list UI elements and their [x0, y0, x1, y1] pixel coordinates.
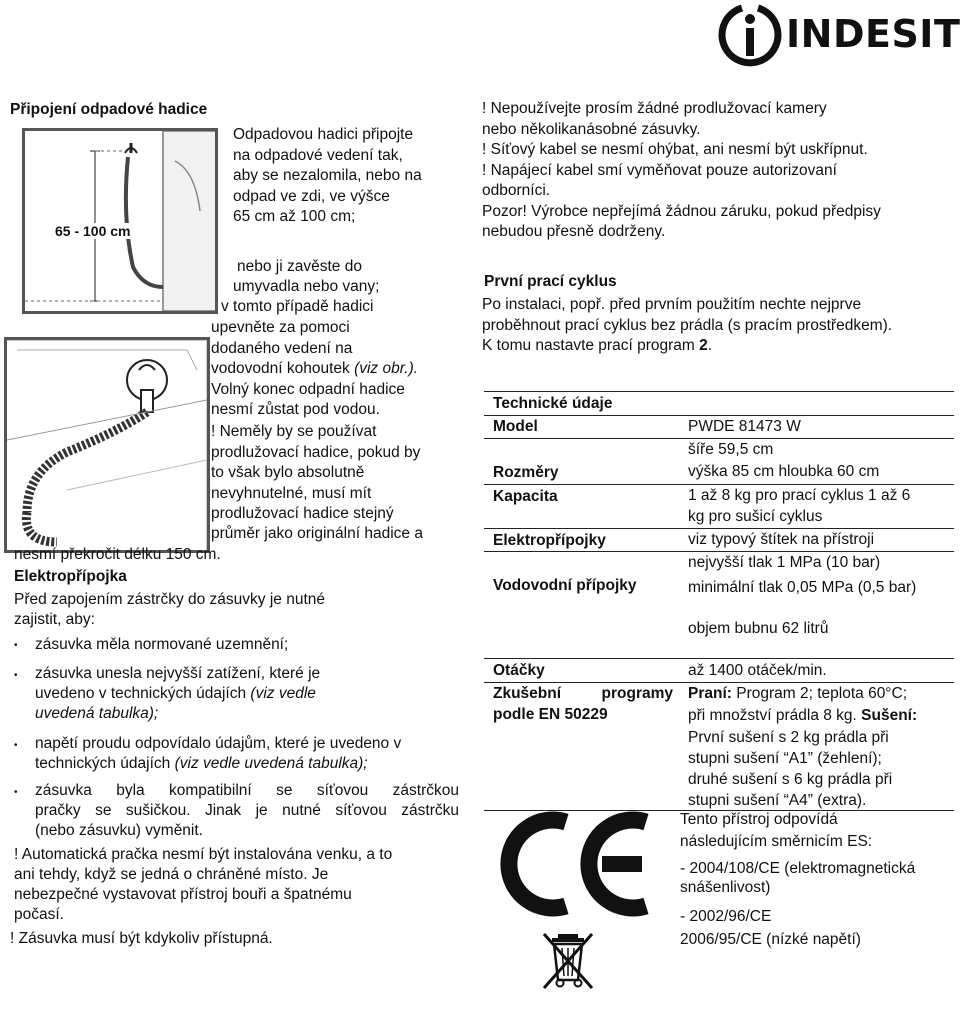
text-line: nebo několikanásobné zásuvky. [482, 120, 701, 138]
text-line: následujícím směrnicím ES: [680, 833, 873, 850]
bullet-text [35, 684, 316, 705]
crossed-bin-icon [540, 930, 596, 990]
text-line: Po instalaci, popř. před prvním použitím nechte nejprve [482, 296, 862, 313]
first-cycle-text [482, 295, 892, 357]
text-line: ani tehdy, když se jedná o chráněné místo. Je [14, 866, 329, 883]
row-value-test-programs [688, 683, 907, 705]
section-title-first-cycle: První prací cyklus [484, 273, 617, 290]
text-line: zajistit, aby: [14, 611, 95, 628]
text-line: ! Napájecí kabel smí vyměňovat pouze autorizovaní [482, 161, 837, 179]
text-line: nebo ji zavěste do [237, 258, 362, 275]
text-span: uvedeno v technických údajích [35, 685, 247, 702]
italic-fragment: (viz vedle [250, 685, 316, 702]
row-value-electrical: viz typový štítek na přístroji [688, 531, 875, 548]
row-label-water: Vodovodní přípojky [493, 577, 637, 594]
text-span: při množství prádla 8 kg. [688, 707, 857, 724]
table-title: Technické údaje [493, 395, 613, 412]
bullet-icon: • [14, 787, 18, 798]
italic-fragment: uvedená tabulka); [35, 705, 159, 722]
row-label-test-programs: podle EN 50229 [493, 706, 608, 723]
text-span: technických údajích [35, 755, 171, 772]
row-label-test-programs: Zkušební programy [493, 685, 673, 702]
text-line: ! Automatická pračka nesmí být instalována venku, a to [14, 846, 393, 863]
bullet-icon: • [14, 740, 18, 751]
row-value-water: nejvyšší tlak 1 MPa (10 bar) [688, 554, 881, 571]
text-line: umyvadla nebo vany; [233, 278, 380, 295]
row-value-capacity: 1 až 8 kg pro prací cyklus 1 až 6 [688, 487, 911, 504]
bullet-text [35, 754, 368, 775]
indesit-logo [718, 2, 960, 68]
text-line: na odpadové vedení tak, [233, 146, 403, 164]
bullet-text: (nebo zásuvku) vyměnit. [35, 822, 203, 839]
row-label-spin: Otáčky [493, 662, 545, 679]
text-line: nebezpečné vystavovat přístroj bouři a špatnému [14, 886, 352, 903]
brand-name: INDESIT [786, 12, 960, 56]
row-value-model: PWDE 81473 W [688, 418, 801, 435]
hose-sink-figure [4, 337, 210, 553]
text-line: ! Nepoužívejte prosím žádné prodlužovací kamery [482, 100, 827, 117]
text-line: 65 cm až 100 cm; [233, 208, 356, 225]
drain-intro-text [233, 125, 422, 228]
text-line: prodlužovací hadice stejný [211, 505, 394, 522]
warnings-block [482, 99, 881, 243]
row-label-dimensions: Rozměry [493, 464, 559, 481]
text-line: Odpadovou hadici připojte [233, 126, 414, 143]
text-line: odpad ve zdi, ve výšce [233, 187, 390, 205]
text-line: ! Neměly by se používat [211, 423, 377, 440]
bullet-text: zásuvka unesla nejvyšší zatížení, které je [35, 665, 321, 682]
bullet-icon: • [14, 670, 18, 681]
text-line: nevyhnutelné, musí mít [211, 485, 372, 502]
text-line: Před zapojením zástrčky do zásuvky je nutné [14, 591, 326, 608]
dry-label: Sušení: [861, 707, 918, 724]
text-line: odborníci. [482, 182, 551, 199]
figure-reference: (viz obr.). [354, 360, 419, 377]
text-line: to však bylo absolutně [211, 464, 365, 481]
indesit-logo-mark [718, 2, 782, 68]
text-line: počasí. [14, 906, 64, 923]
text-line: ! Zásuvka musí být kdykoliv přístupná. [10, 930, 273, 947]
directive-text: snášenlivost) [680, 879, 771, 896]
row-value-test-programs: stupni sušení “A1” (žehlení); [688, 750, 882, 767]
text-span: K tomu nastavte prací program [482, 337, 695, 354]
text-line: Pozor! Výrobce nepřejímá žádnou záruku, pokud předpisy [482, 202, 881, 220]
directive-text: 2006/95/CE (nízké napětí) [680, 931, 861, 948]
bullet-text: napětí proudu odpovídalo údajům, které je uvedeno v [35, 735, 402, 752]
text-line [211, 359, 418, 380]
ce-mark-icon [496, 808, 666, 920]
text-line: průměr jako originální hadice a [211, 525, 423, 542]
bullet-text: pračky se sušičkou. Jinak je nutné síťovou zástrčku [35, 802, 459, 819]
row-value-water: minimální tlak 0,05 MPa (0,5 bar) [688, 579, 917, 596]
text-line: nesmí překročit délku 150 cm. [14, 546, 221, 563]
text-line: nesmí zůstat pod vodou. [211, 401, 380, 418]
text-line: K tomu nastavte prací program 2. [482, 337, 713, 354]
row-value-water: objem bubnu 62 litrů [688, 620, 829, 637]
bullet-text: zásuvka měla normované uzemnění; [35, 636, 289, 653]
text-line: proběhnout prací cyklus bez prádla (s pracím prostředkem). [482, 316, 893, 334]
text-line: prodlužovací hadice, pokud by [211, 444, 421, 461]
row-label-capacity: Kapacita [493, 488, 558, 505]
wash-label: Praní: [688, 685, 732, 702]
section-title-electrical: Elektropřípojka [14, 568, 127, 585]
bullet-icon: • [14, 640, 18, 651]
text-span: Program 2; teplota 60°C; [736, 685, 908, 702]
text-line: aby se nezalomila, nebo na [233, 167, 422, 184]
text-line: nebudou přesně dodrženy. [482, 223, 666, 240]
row-value-capacity: kg pro sušicí cyklus [688, 508, 823, 525]
figure-height-label: 65 - 100 cm [55, 223, 131, 239]
bullet-text: zásuvka byla kompatibilní se síťovou zástrčkou [35, 782, 459, 799]
text-span: vodovodní kohoutek [211, 360, 350, 377]
table-rule [484, 658, 954, 659]
directive-text: - 2002/96/CE [680, 908, 772, 925]
table-rule [484, 391, 954, 392]
row-value-spin: až 1400 otáček/min. [688, 662, 827, 679]
row-value-test-programs: stupni sušení “A4” (extra). [688, 792, 867, 809]
section-title-drain-hose: Připojení odpadové hadice [10, 101, 208, 118]
text-line: ! Síťový kabel se nesmí ohýbat, ani nesmí být uskřípnut. [482, 141, 868, 158]
italic-fragment: (viz vedle uvedená tabulka); [174, 755, 368, 772]
row-value-test-programs: druhé sušení s 6 kg prádla při [688, 771, 893, 788]
row-value-dimensions: šíře 59,5 cm [688, 441, 774, 458]
text-line: Volný konec odpadní hadice [211, 381, 405, 398]
row-value-test-programs [688, 705, 917, 727]
row-label-model: Model [493, 418, 538, 435]
text-line: v tomto případě hadici [221, 298, 374, 315]
text-line: dodaného vedení na [211, 340, 353, 357]
row-value-test-programs: První sušení s 2 kg prádla při [688, 729, 889, 746]
drain-height-figure [22, 128, 218, 314]
program-number: 2 [699, 337, 708, 354]
row-value-dimensions: výška 85 cm hloubka 60 cm [688, 463, 880, 480]
row-label-electrical: Elektropřípojky [493, 532, 606, 549]
text-line: upevněte za pomoci [211, 319, 350, 336]
text-line: Tento přístroj odpovídá [680, 811, 838, 828]
directive-text: - 2004/108/CE (elektromagnetická [680, 860, 916, 877]
